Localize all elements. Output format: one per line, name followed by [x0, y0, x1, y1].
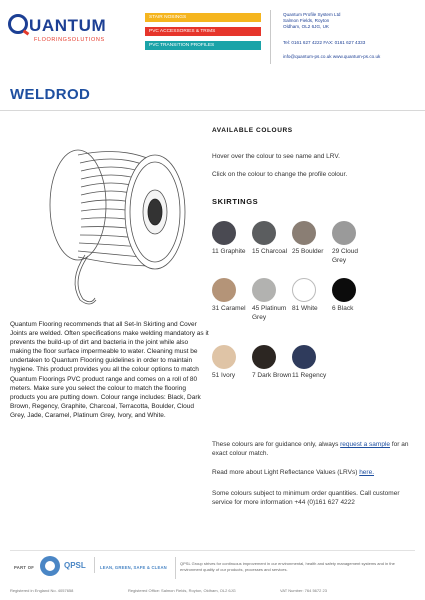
qpsl-logo-icon	[40, 556, 60, 576]
swatch-label: 45 Platinum Grey	[252, 305, 287, 321]
colour-swatch[interactable]	[212, 345, 240, 381]
qpsl-wordmark: QPSL	[64, 561, 86, 570]
address-line-1: Quantum Profile System Ltd	[283, 12, 341, 17]
quantum-logo	[8, 10, 126, 50]
skirtings-heading: SKIRTINGS	[212, 197, 259, 206]
swatch-label: 29 Cloud Grey	[332, 248, 359, 264]
footer-divider	[10, 550, 415, 551]
address-line-2: Salmon Fields, Royton	[283, 18, 330, 23]
swatch-circle[interactable]	[252, 221, 276, 245]
footer-separator	[94, 557, 95, 573]
swatch-circle[interactable]	[212, 221, 236, 245]
registration-number: Registered in England No. 4057658	[10, 588, 74, 593]
swatch-circle[interactable]	[212, 278, 236, 302]
hover-instruction: Hover over the colour to see name and LRV.	[212, 153, 340, 160]
lean-green-tagline: LEAN, GREEN, SAFE & CLEAN	[100, 565, 167, 570]
vat-number: VAT Number: 764 5672 23	[280, 588, 327, 593]
lrv-note: Read more about Light Reflectance Values (LRVs) here.	[212, 469, 375, 476]
tab-stair-nosings[interactable]: STAIR NOSINGS	[145, 13, 261, 22]
colour-swatch[interactable]	[332, 221, 360, 265]
product-description: Quantum Flooring recommends that all Set-In Skirting and Cover Joints are welded. Often specifications make welding mandatory as it prevents the build-up of dirt and bacteria in the joint while also making the floor surface impermeable to water. Cleaning must be undertaken to Quantum Flooring guidelines in order to maintain hygiene. This product provides you all the colour options to match Quantum Floorings PVC product range and comes on a roll of 80 meters. Make sure you select the colour to match the flooring products you are putting down. Colour range includes: Black, Dark Brown, Regency, Graphite, Charcoal, Terracotta, Boulder, Cloud Grey, Jade, Caramel, Platinum Grey, Ivory, and White.	[10, 321, 209, 419]
phone-fax: Tel: 0161 627 4222 FAX: 0161 627 4333	[283, 40, 366, 45]
swatch-label: 25 Boulder	[292, 248, 324, 255]
address-line-3: Oldham, OL2 6JG, UK	[283, 24, 329, 29]
swatch-circle[interactable]	[292, 278, 316, 302]
request-sample-link[interactable]: request a sample	[340, 441, 391, 448]
weldrod-reel-image	[40, 140, 190, 315]
logo-q-icon	[8, 14, 28, 34]
swatch-circle[interactable]	[292, 221, 316, 245]
colour-swatch[interactable]	[252, 278, 287, 322]
click-instruction: Click on the colour to change the profile colour.	[212, 171, 348, 178]
swatch-label: 15 Charcoal	[252, 248, 288, 255]
guidance-note: These colours are for guidance only, always request a sample for an exact colour match.	[212, 441, 409, 457]
tab-pvc-accessories[interactable]: PVC ACCESSORIES & TRIMS	[145, 27, 261, 36]
colour-swatch[interactable]	[292, 278, 320, 314]
swatch-circle[interactable]	[292, 345, 316, 369]
lrv-here-link[interactable]: here.	[359, 469, 375, 476]
available-colours-heading: AVAILABLE COLOURS	[212, 127, 293, 134]
swatch-label: 11 Regency	[292, 372, 327, 379]
colour-swatch[interactable]	[212, 278, 246, 314]
colour-swatch[interactable]	[292, 345, 327, 381]
minimum-order-note: Some colours subject to minimum order quantities. Call customer service for more information +44 (0)161 627 4222	[212, 490, 400, 506]
swatch-label: 7 Dark Brown	[252, 372, 292, 379]
colour-swatch[interactable]	[292, 221, 324, 257]
registered-office: Registered Office: Salmon Fields, Royton, Oldham, OL2 6JG	[128, 588, 236, 593]
swatch-label: 6 Black	[332, 305, 354, 312]
colour-swatch[interactable]	[252, 221, 288, 257]
colour-swatch[interactable]	[252, 345, 292, 381]
header-divider	[270, 10, 271, 64]
email-web[interactable]: info@quantum-ps.co.uk www.quantum-ps.co.uk	[283, 54, 381, 59]
swatch-circle[interactable]	[252, 345, 276, 369]
footer-separator-2	[175, 557, 176, 579]
tab-pvc-transition-profiles[interactable]: PVC TRANSITION PROFILES	[145, 41, 261, 50]
colour-swatch[interactable]	[212, 221, 246, 257]
swatch-label: 31 Caramel	[212, 305, 246, 312]
swatch-label: 81 White	[292, 305, 318, 312]
colour-swatch[interactable]	[332, 278, 360, 314]
swatch-circle[interactable]	[332, 221, 356, 245]
logo-word: UANTUM	[29, 16, 107, 35]
swatch-circle[interactable]	[212, 345, 236, 369]
swatch-label: 11 Graphite	[212, 248, 246, 255]
swatch-circle[interactable]	[332, 278, 356, 302]
swatch-label: 51 Ivory	[212, 372, 236, 379]
page-title: WELDROD	[10, 86, 91, 103]
qpsl-message: QPSL Group strives for continuous improvement in our environmental, health and safety management systems and in the environment quality of our products, processes and services.	[180, 561, 395, 572]
part-of-label: PART OF	[14, 565, 35, 570]
logo-subtitle: FLOORINGSOLUTIONS	[34, 37, 105, 43]
swatch-circle[interactable]	[252, 278, 276, 302]
title-divider	[0, 110, 425, 111]
